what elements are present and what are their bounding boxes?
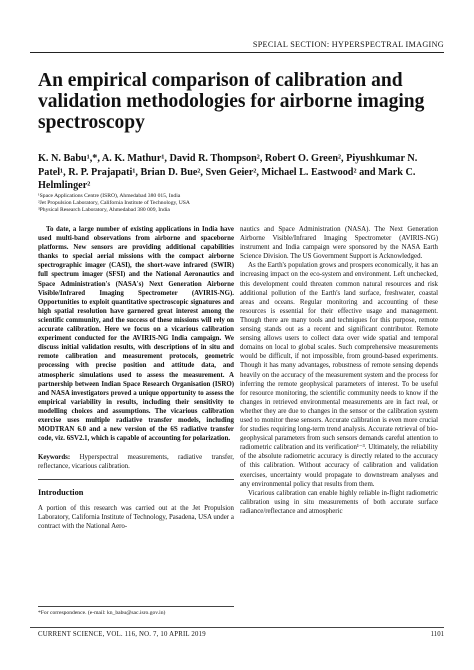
intro-paragraph: A portion of this research was carried out at the Jet Propulsion Laboratory, California Institute of Technology, Pasadena, USA under a contract with the National Aero- bbox=[38, 504, 234, 530]
correspondence-footnote: *For correspondence. (e-mail: kn_babu@sac.isro.gov.in) bbox=[38, 606, 234, 616]
body-paragraph-1: As the Earth's population grows and prospers economically, it has an increasing impact on the eco-system and environment. Left unchecked, this development could threaten common natural resources and risk additional pollution of the Earth's land surface, freshwater, coastal areas and oceans. Regular monitoring and accounting of these resources is essential for their effective usage and management. Though there are many tools and techniques for this purpose, remote sensing stands out as a recent and significant contributor. Remote sensing allows users to collect data over wide spatial and temporal domains on local to global scales. Such comprehensive measurements would be difficult, if not impossible, from ground-based experiments. Though it has many advantages, robustness of remote sensing depends heavily on the accuracy of the measurement system and the process for inferring the remote geophysical parameters of interest. To be useful for resource monitoring, the scientific community needs to know if the changes in retrieved environmental measurements are in fact real, or whether they are due to changes in the sensor or the calibration system used to monitor these sensors. Accurate calibration is even more crucial for studies requiring long-term trend analysis. Accurate retrieval of bio-geophysical parameters from such sensors demands careful attention to radiometric calibration and its verification¹⁻³. Ultimately, the reliability of the absolute radiometric accuracy is directly related to the accuracy of this calibration. Without accuracy of calibration and validation exercises, uncertainty would propagate to downstream analyses and any environmental policy that results from them. bbox=[240, 262, 438, 488]
section-label: SPECIAL SECTION: HYPERSPECTRAL IMAGING bbox=[252, 40, 444, 49]
keywords-label: Keywords: bbox=[38, 454, 71, 462]
keywords bbox=[38, 453, 234, 475]
journal-citation: CURRENT SCIENCE, VOL. 116, NO. 7, 10 APRIL 2019 bbox=[38, 631, 206, 638]
affiliation-2: ²Jet Propulsion Laboratory, California Institute of Technology, USA bbox=[38, 200, 190, 207]
introduction-heading: Introduction bbox=[38, 488, 84, 498]
keywords-divider bbox=[38, 479, 234, 480]
abstract: To date, a large number of existing applications in India have used multi-band observations from airborne and spaceborne platforms. New sensors are providing additional capabilities thanks to special aerial missions with the compact airborne spectrographic imager (CASI), the short-wave infrared (SWIR) full spectrum imager (SFSI) and the National Aeronautics and Space Administration's (NASA's) Next Generation Airborne Visible/Infrared Imaging Spectrometer (AVIRIS-NG). Opportunities to exploit quantitative spectroscopic signatures and high spatial resolution have garnered great interest among the scientific community, and the success of these missions will rely on accurate calibration. Here we focus on a vicarious calibration experiment conducted for the AVIRIS-NG India campaign. We discuss initial validation results, with descriptions of in situ and remote calibration and measurement protocols, geometric processing with precise position and attitude data, and atmospheric simulations used to assess the measurement. A partnership between Indian Space Research Organisation (ISRO) and NASA investigators proved a unique opportunity to assess the empirical variability in results, including their sensitivity to modelling choices and assumptions. The vicarious calibration exercise uses multiple radiative transfer models, including MODTRAN 6.0 and a new version of the 6S radiative transfer code, viz. 6SV2.1, which is capable of accounting for polarization. bbox=[38, 226, 234, 443]
body-paragraph-2: Vicarious calibration can enable highly reliable in-flight radiometric calibration using in situ measurements of both accurate surface radiance/reflectance and atmospheric bbox=[240, 489, 438, 515]
left-column bbox=[38, 225, 234, 531]
footer-divider bbox=[30, 627, 444, 628]
page-number: 1101 bbox=[430, 631, 444, 638]
affiliation-3: ³Physical Research Laboratory, Ahmedabad 380 009, India bbox=[38, 207, 170, 214]
author-list: K. N. Babu¹,*, A. K. Mathur¹, David R. Thompson², Robert O. Green², Piyushkumar N. Patel¹, R. P. Prajapati¹, Brian D. Bue², Sven Geier², Michael L. Eastwood² and Mark C. Helmlinger² bbox=[38, 153, 418, 191]
affiliation-1: ¹Space Applications Centre (ISRO), Ahmedabad 380 015, India bbox=[38, 193, 181, 199]
affiliations bbox=[38, 193, 438, 215]
article-title: An empirical comparison of calibration and validation methodologies for airborne imaging spectroscopy bbox=[38, 70, 425, 133]
right-column bbox=[240, 225, 438, 516]
keywords-text: Hyperspectral measurements, radiative transfer, reflectance, vicarious calibration. bbox=[38, 454, 234, 471]
acknowledgement-paragraph: nautics and Space Administration (NASA). The Next Generation Airborne Visible/Infrared Imaging Spectrometer (AVIRIS-NG) instrument and India campaign were sponsored by the NASA Earth Science Division. The US Government Support is Acknowledged. bbox=[240, 226, 438, 261]
header-divider bbox=[30, 52, 444, 53]
